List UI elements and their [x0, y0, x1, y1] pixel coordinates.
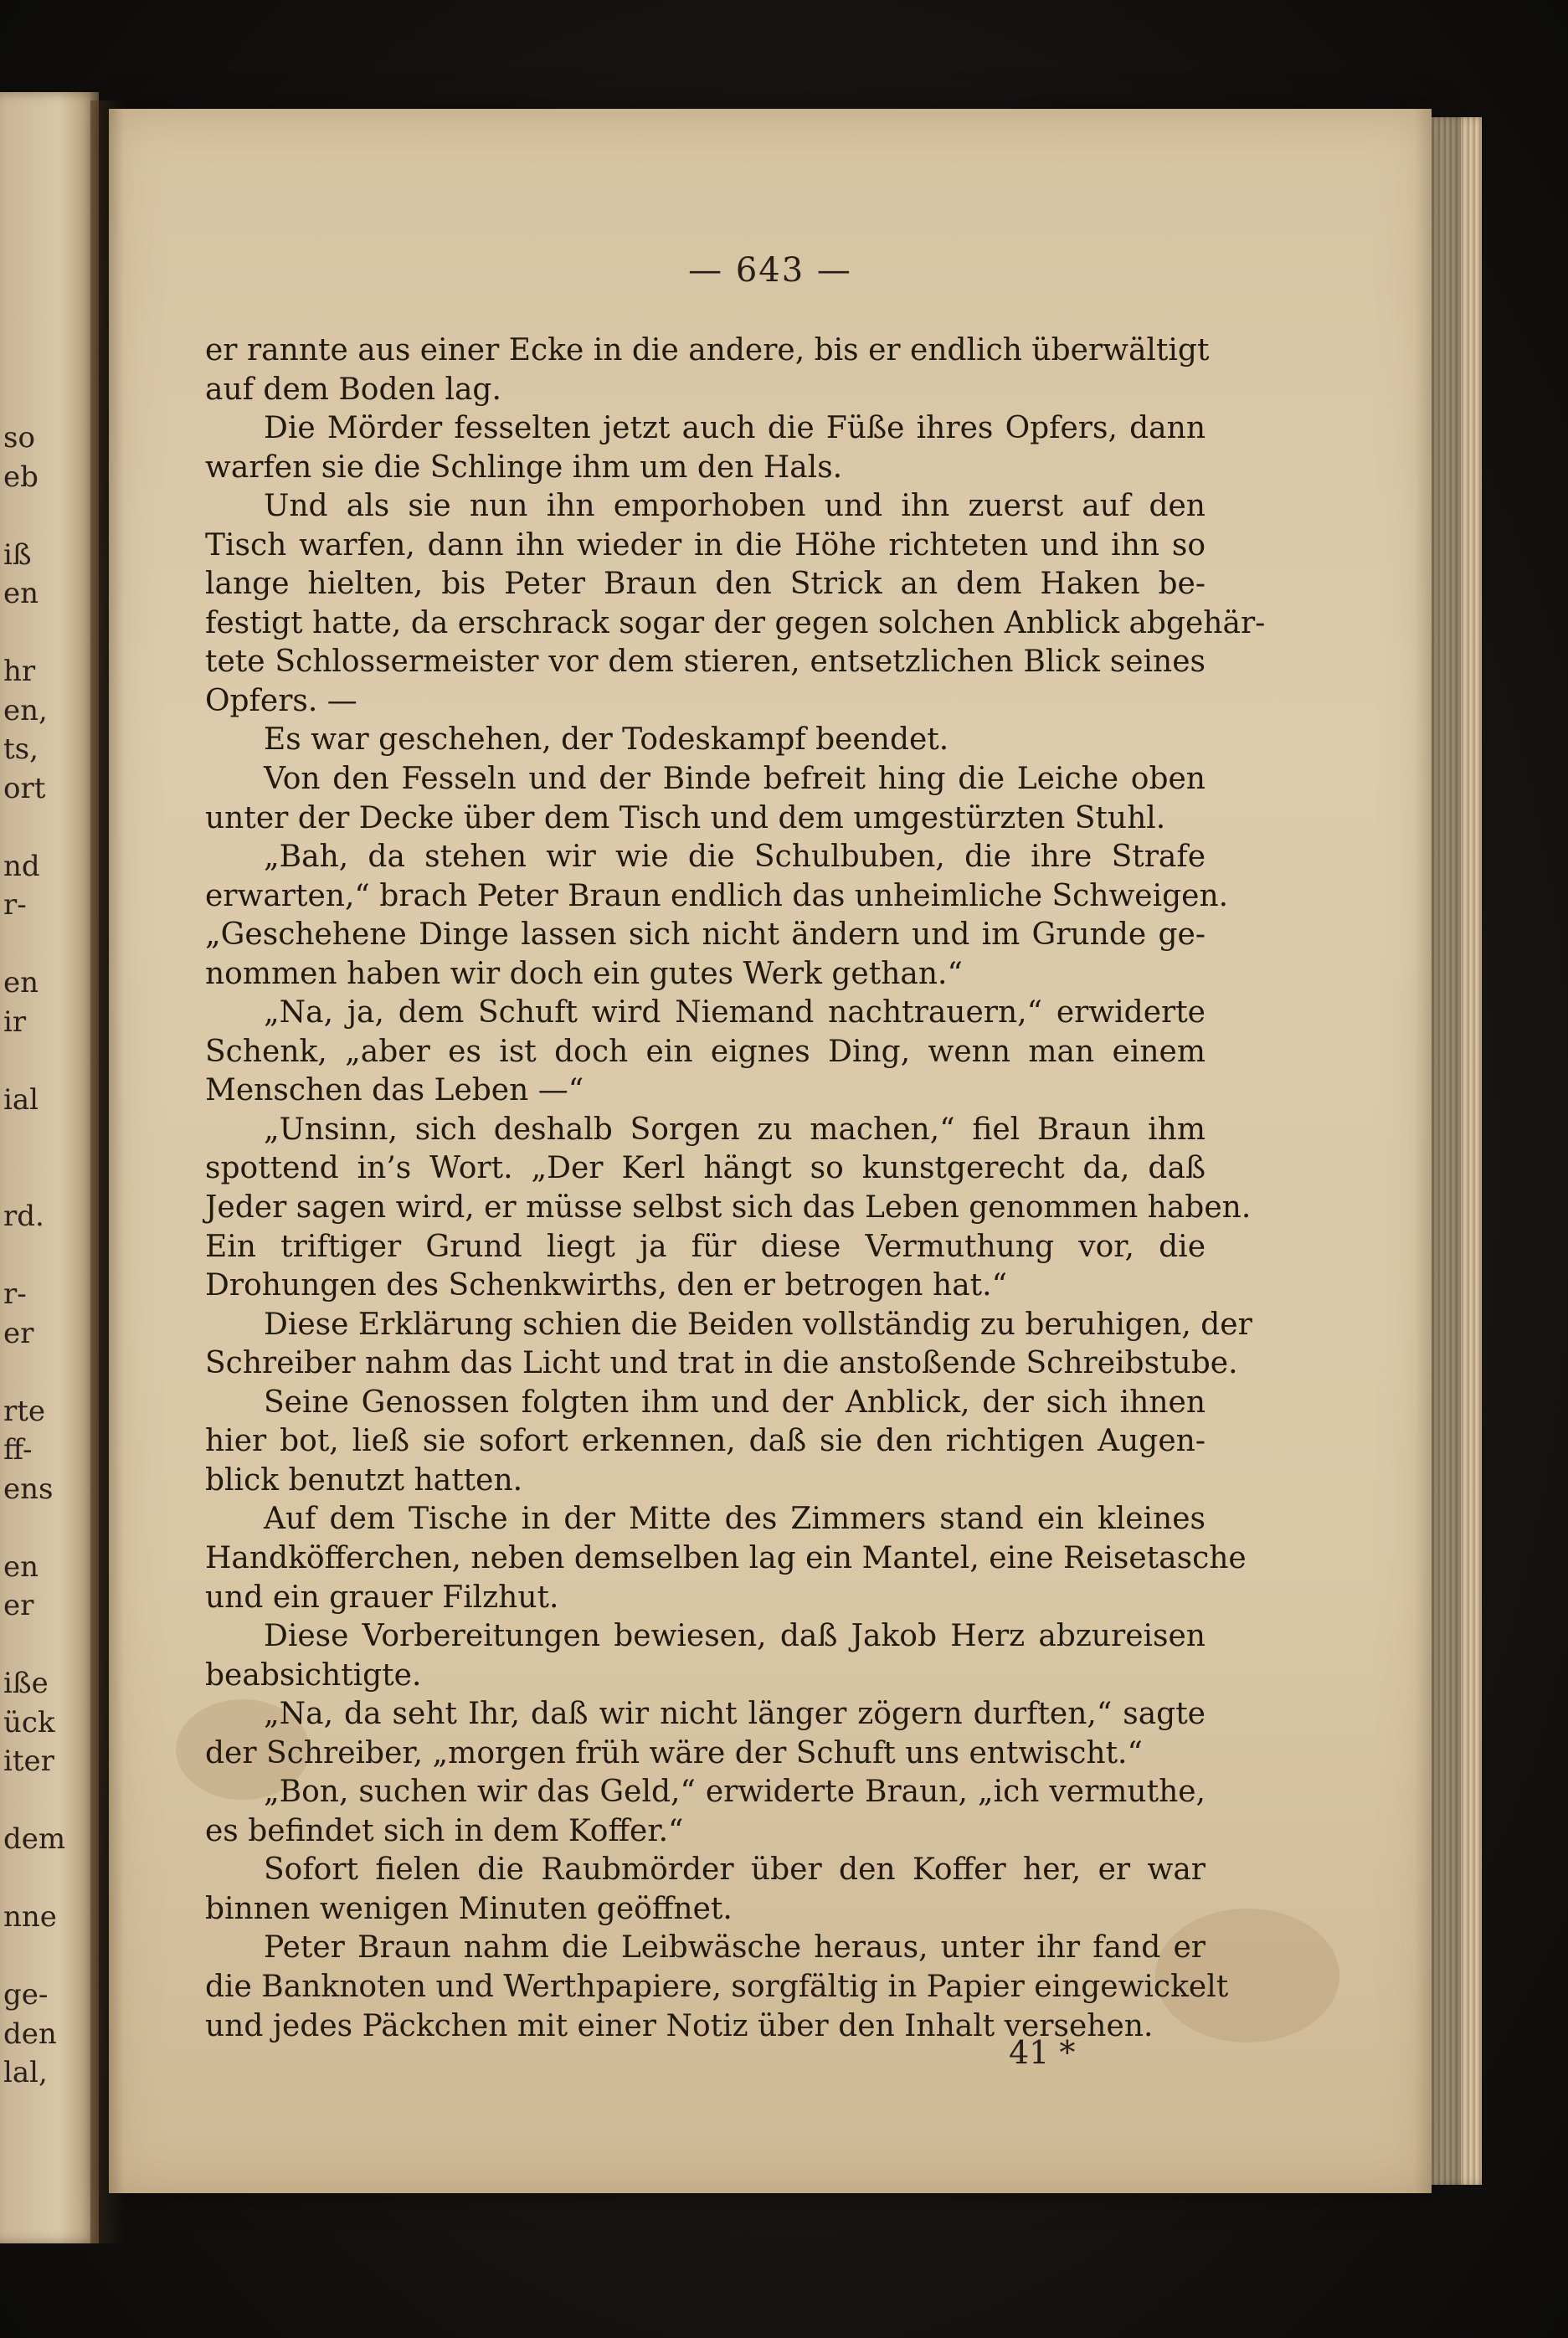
text-line: Tisch warfen, dann ihn wieder in die Höhe richteten und ihn so [205, 527, 1206, 563]
text-line: Von den Fesseln und der Binde befreit hing die Leiche oben [264, 762, 1206, 797]
fragment-line: en, [3, 693, 48, 727]
fragment-line [3, 925, 54, 964]
fragment-line: nne [3, 1900, 57, 1934]
fragment-line [3, 1041, 54, 1081]
text-line: tete Schlossermeister vor dem stieren, entsetzlichen Blick seines [205, 645, 1206, 680]
text-line: hier bot, ließ sie sofort erkennen, daß sie den richtigen Augen- [205, 1424, 1206, 1459]
fragment-line: er [3, 1316, 34, 1350]
text-line: beabsichtigte. [205, 1657, 422, 1693]
text-line: Opfers. — [205, 683, 357, 718]
page-body-text [205, 331, 1266, 2046]
previous-page-text-fragments [3, 419, 66, 2093]
text-line: blick benutzt hatten. [205, 1462, 523, 1498]
text-line: festigt hatte, da erschrack sogar der gegen solchen Anblick abgehär- [205, 605, 1266, 640]
text-line: „Na, ja, dem Schuft wird Niemand nachtrauern,“ erwiderte [264, 995, 1206, 1030]
text-line: Seine Genossen folgten ihm und der Anblick, der sich ihnen [264, 1385, 1206, 1420]
fragment-line [3, 1937, 54, 1976]
fragment-line: ts, [3, 732, 39, 766]
fragment-line: ort [3, 771, 46, 805]
text-line: Jeder sagen wird, er müsse selbst sich das Leben genommen haben. [205, 1190, 1252, 1226]
text-line: Peter Braun nahm die Leibwäsche heraus, unter ihr fand er [264, 1930, 1206, 1965]
text-line: erwarten,“ brach Peter Braun endlich das unheimliche Schweigen. [205, 878, 1229, 913]
fragment-line: rd. [3, 1200, 44, 1233]
text-line: Schenk, „aber es ist doch ein eignes Ding, wenn man einem [205, 1034, 1206, 1069]
fragment-line [3, 808, 54, 847]
text-line: spottend in’s Wort. „Der Kerl hängt so kunstgerecht da, daß [205, 1151, 1206, 1186]
text-line: Drohungen des Schenkwirths, den er betrogen hat.“ [205, 1268, 1007, 1303]
fragment-line [3, 496, 54, 536]
text-line: auf dem Boden lag. [205, 372, 501, 407]
text-line: „Na, da seht Ihr, daß wir nicht länger zögern durften,“ sagte [264, 1697, 1206, 1732]
text-line: lange hielten, bis Peter Braun den Strick an dem Haken be- [205, 567, 1206, 602]
text-line: Auf dem Tische in der Mitte des Zimmers stand ein kleines [264, 1502, 1206, 1537]
fragment-line: den [3, 2017, 57, 2051]
text-line: Die Mörder fesselten jetzt auch die Füße ihres Opfers, dann [264, 411, 1206, 446]
fragment-line: eb [3, 460, 39, 494]
text-line: Es war geschehen, der Todeskampf beendet. [264, 722, 949, 758]
text-line: der Schreiber, „morgen früh wäre der Schuft uns entwischt.“ [205, 1735, 1143, 1770]
previous-page-edge [0, 92, 99, 2243]
text-line: binnen wenigen Minuten geöffnet. [205, 1891, 733, 1926]
gutter-shadow [90, 100, 124, 2243]
text-line: Ein triftiger Grund liegt ja für diese Vermuthung vor, die [205, 1229, 1206, 1264]
fragment-line: dem [3, 1822, 66, 1856]
text-line: warfen sie die Schlinge ihm um den Hals. [205, 450, 843, 485]
text-line: „Bon, suchen wir das Geld,“ erwiderte Braun, „ich vermuthe, [264, 1775, 1206, 1810]
fragment-line [3, 1236, 54, 1276]
text-line: und ein grauer Filzhut. [205, 1580, 559, 1615]
text-line: es befindet sich in dem Koffer.“ [205, 1813, 684, 1848]
text-line: Schreiber nahm das Licht und trat in die anstoßende Schreibstube. [205, 1346, 1238, 1381]
text-line: nommen haben wir doch ein gutes Werk gethan.“ [205, 956, 963, 991]
fragment-line [3, 1781, 54, 1821]
signature-mark: 41 * [1009, 2034, 1076, 2071]
fragment-line: hr [3, 655, 36, 688]
text-line: „Bah, da stehen wir wie die Schulbuben, die ihre Strafe [264, 840, 1206, 875]
fragment-line [3, 1353, 54, 1392]
fragment-line [3, 1859, 54, 1899]
fragment-line [3, 1508, 54, 1548]
fragment-line [3, 614, 54, 653]
fragment-line: rte [3, 1394, 46, 1428]
fragment-line: nd [3, 849, 40, 883]
text-line: Handköfferchen, neben demselben lag ein Mantel, eine Reisetasche [205, 1540, 1247, 1575]
fragment-line: iter [3, 1745, 54, 1778]
text-line: er rannte aus einer Ecke in die andere, bis er endlich überwältigt [205, 333, 1210, 367]
fragment-line: ück [3, 1705, 55, 1739]
fragment-line: ge- [3, 1978, 49, 2012]
text-line: Und als sie nun ihn emporhoben und ihn zuerst auf den [264, 489, 1206, 524]
fragment-line: ir [3, 1005, 27, 1039]
fragment-line: r- [3, 888, 27, 922]
fragment-line: en [3, 1549, 39, 1584]
fragment-line: en [3, 966, 39, 999]
text-line: Menschen das Leben —“ [205, 1073, 584, 1108]
fragment-line [3, 1626, 54, 1665]
fragment-line: er [3, 1589, 34, 1622]
page-number-header: — 643 — [688, 251, 852, 290]
fragment-line: ial [3, 1082, 39, 1117]
fragment-line: ens [3, 1472, 54, 1506]
text-line: Diese Vorbereitungen bewiesen, daß Jakob Herz abzureisen [264, 1619, 1206, 1654]
fragment-line: lal, [3, 2056, 48, 2089]
text-line: „Unsinn, sich deshalb Sorgen zu machen,“ fiel Braun ihm [264, 1112, 1206, 1147]
fragment-line: iß [3, 537, 32, 572]
fragment-line: ff- [3, 1433, 33, 1467]
text-line: die Banknoten und Werthpapiere, sorgfältig in Papier eingewickelt [205, 1969, 1229, 2004]
fragment-line: so [3, 421, 35, 455]
fragment-line: r- [3, 1277, 27, 1311]
text-line: Diese Erklärung schien die Beiden vollständig zu beruhigen, der [264, 1307, 1252, 1342]
fragment-line: en [3, 577, 39, 610]
text-line: Sofort fielen die Raubmörder über den Koffer her, er war [264, 1852, 1206, 1888]
fragment-line: iße [3, 1667, 49, 1700]
text-line: „Geschehene Dinge lassen sich nicht ändern und im Grunde ge- [205, 917, 1206, 953]
page-edge-shadow [1415, 100, 1461, 2210]
fragment-line [3, 1119, 54, 1159]
text-line: unter der Decke über dem Tisch und dem umgestürzten Stuhl. [205, 800, 1166, 835]
text-line: und jedes Päckchen mit einer Notiz über den Inhalt versehen. [205, 2008, 1154, 2043]
fragment-line [3, 1159, 54, 1198]
